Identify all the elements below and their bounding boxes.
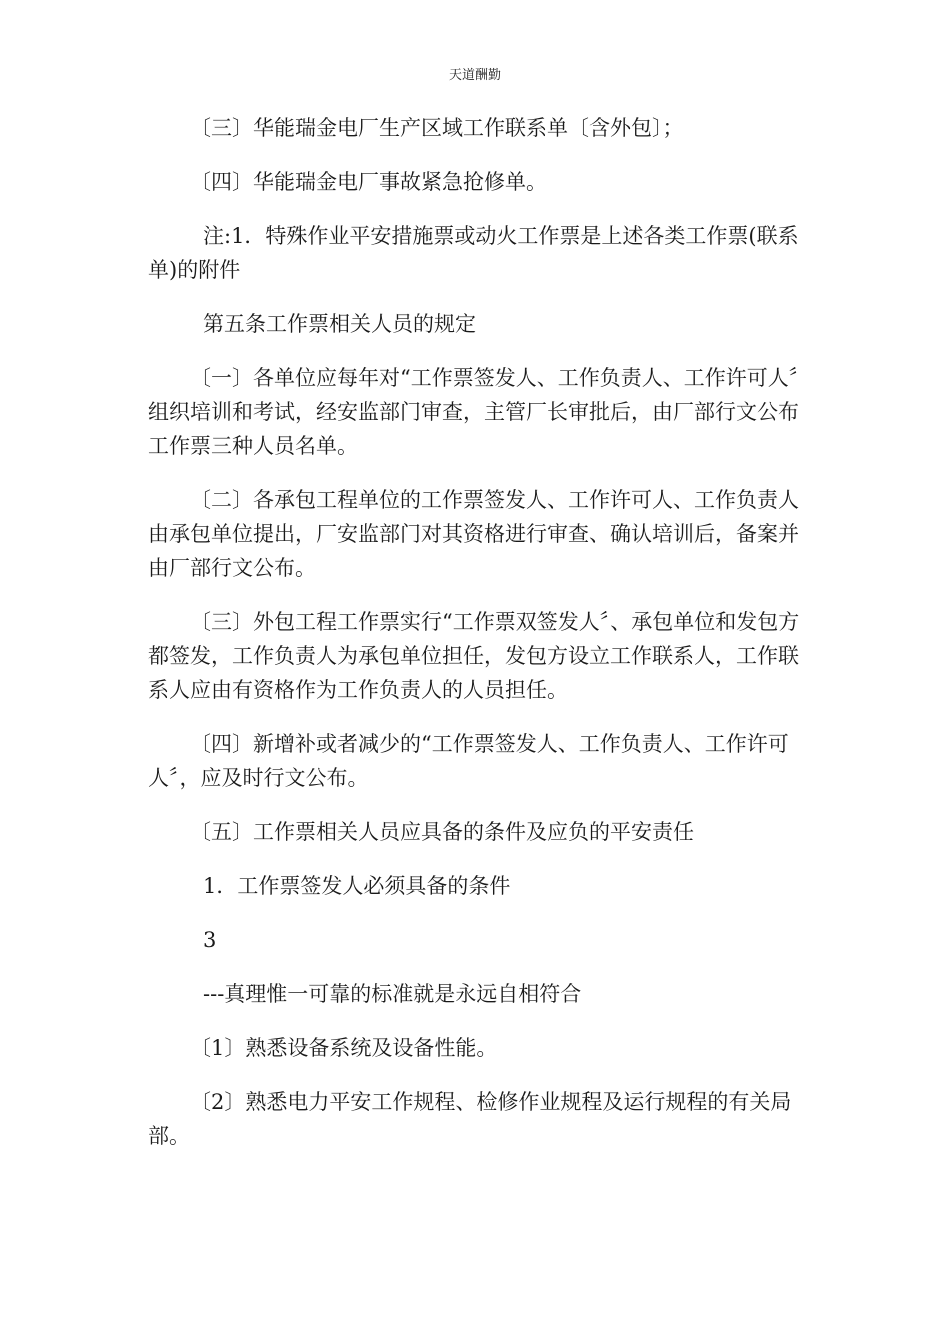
rule-paragraph-4: 〔四〕新增补或者减少的“工作票签发人、工作负责人、工作许可人〞，应及时行文公布。 bbox=[148, 732, 789, 790]
paragraph-item-3: 〔三〕华能瑞金电厂生产区域工作联系单〔含外包〕； bbox=[190, 116, 684, 140]
page-number: 3 bbox=[203, 928, 217, 952]
page-header: 天道酬勤 bbox=[448, 68, 501, 83]
document-body bbox=[148, 111, 808, 1173]
rule-paragraph-5: 〔五〕工作票相关人员应具备的条件及应负的平安责任 bbox=[190, 820, 694, 844]
subsection-heading: 1．工作票签发人必须具备的条件 bbox=[203, 874, 511, 898]
paragraph-item-4: 〔四〕华能瑞金电厂事故紧急抢修单。 bbox=[190, 170, 547, 194]
quote-line: ---真理惟一可靠的标准就是永远自相符合 bbox=[203, 982, 582, 1006]
rule-paragraph-3: 〔三〕外包工程工作票实行“工作票双签发人〞、承包单位和发包方都签发，工作负责人为承包单位担任，发包方设立工作联系人，工作联系人应由有资格作为工作负责人的人员担任。 bbox=[148, 610, 800, 702]
condition-item-1: 〔1〕熟悉设备系统及设备性能。 bbox=[190, 1036, 498, 1060]
rule-paragraph-2: 〔二〕各承包工程单位的工作票签发人、工作许可人、工作负责人由承包单位提出，厂安监部门对其资格进行审查、确认培训后，备案并由厂部行文公布。 bbox=[148, 488, 799, 580]
condition-item-2: 〔2〕熟悉电力平安工作规程、检修作业规程及运行规程的有关局部。 bbox=[148, 1090, 792, 1148]
note-paragraph: 注:1．特殊作业平安措施票或动火工作票是上述各类工作票(联系单)的附件 bbox=[148, 224, 799, 282]
article-heading: 第五条工作票相关人员的规定 bbox=[203, 312, 476, 336]
rule-paragraph-1: 〔一〕各单位应每年对“工作票签发人、工作负责人、工作许可人〞组织培训和考试，经安监部门审查，主管厂长审批后，由厂部行文公布工作票三种人员名单。 bbox=[148, 366, 800, 458]
